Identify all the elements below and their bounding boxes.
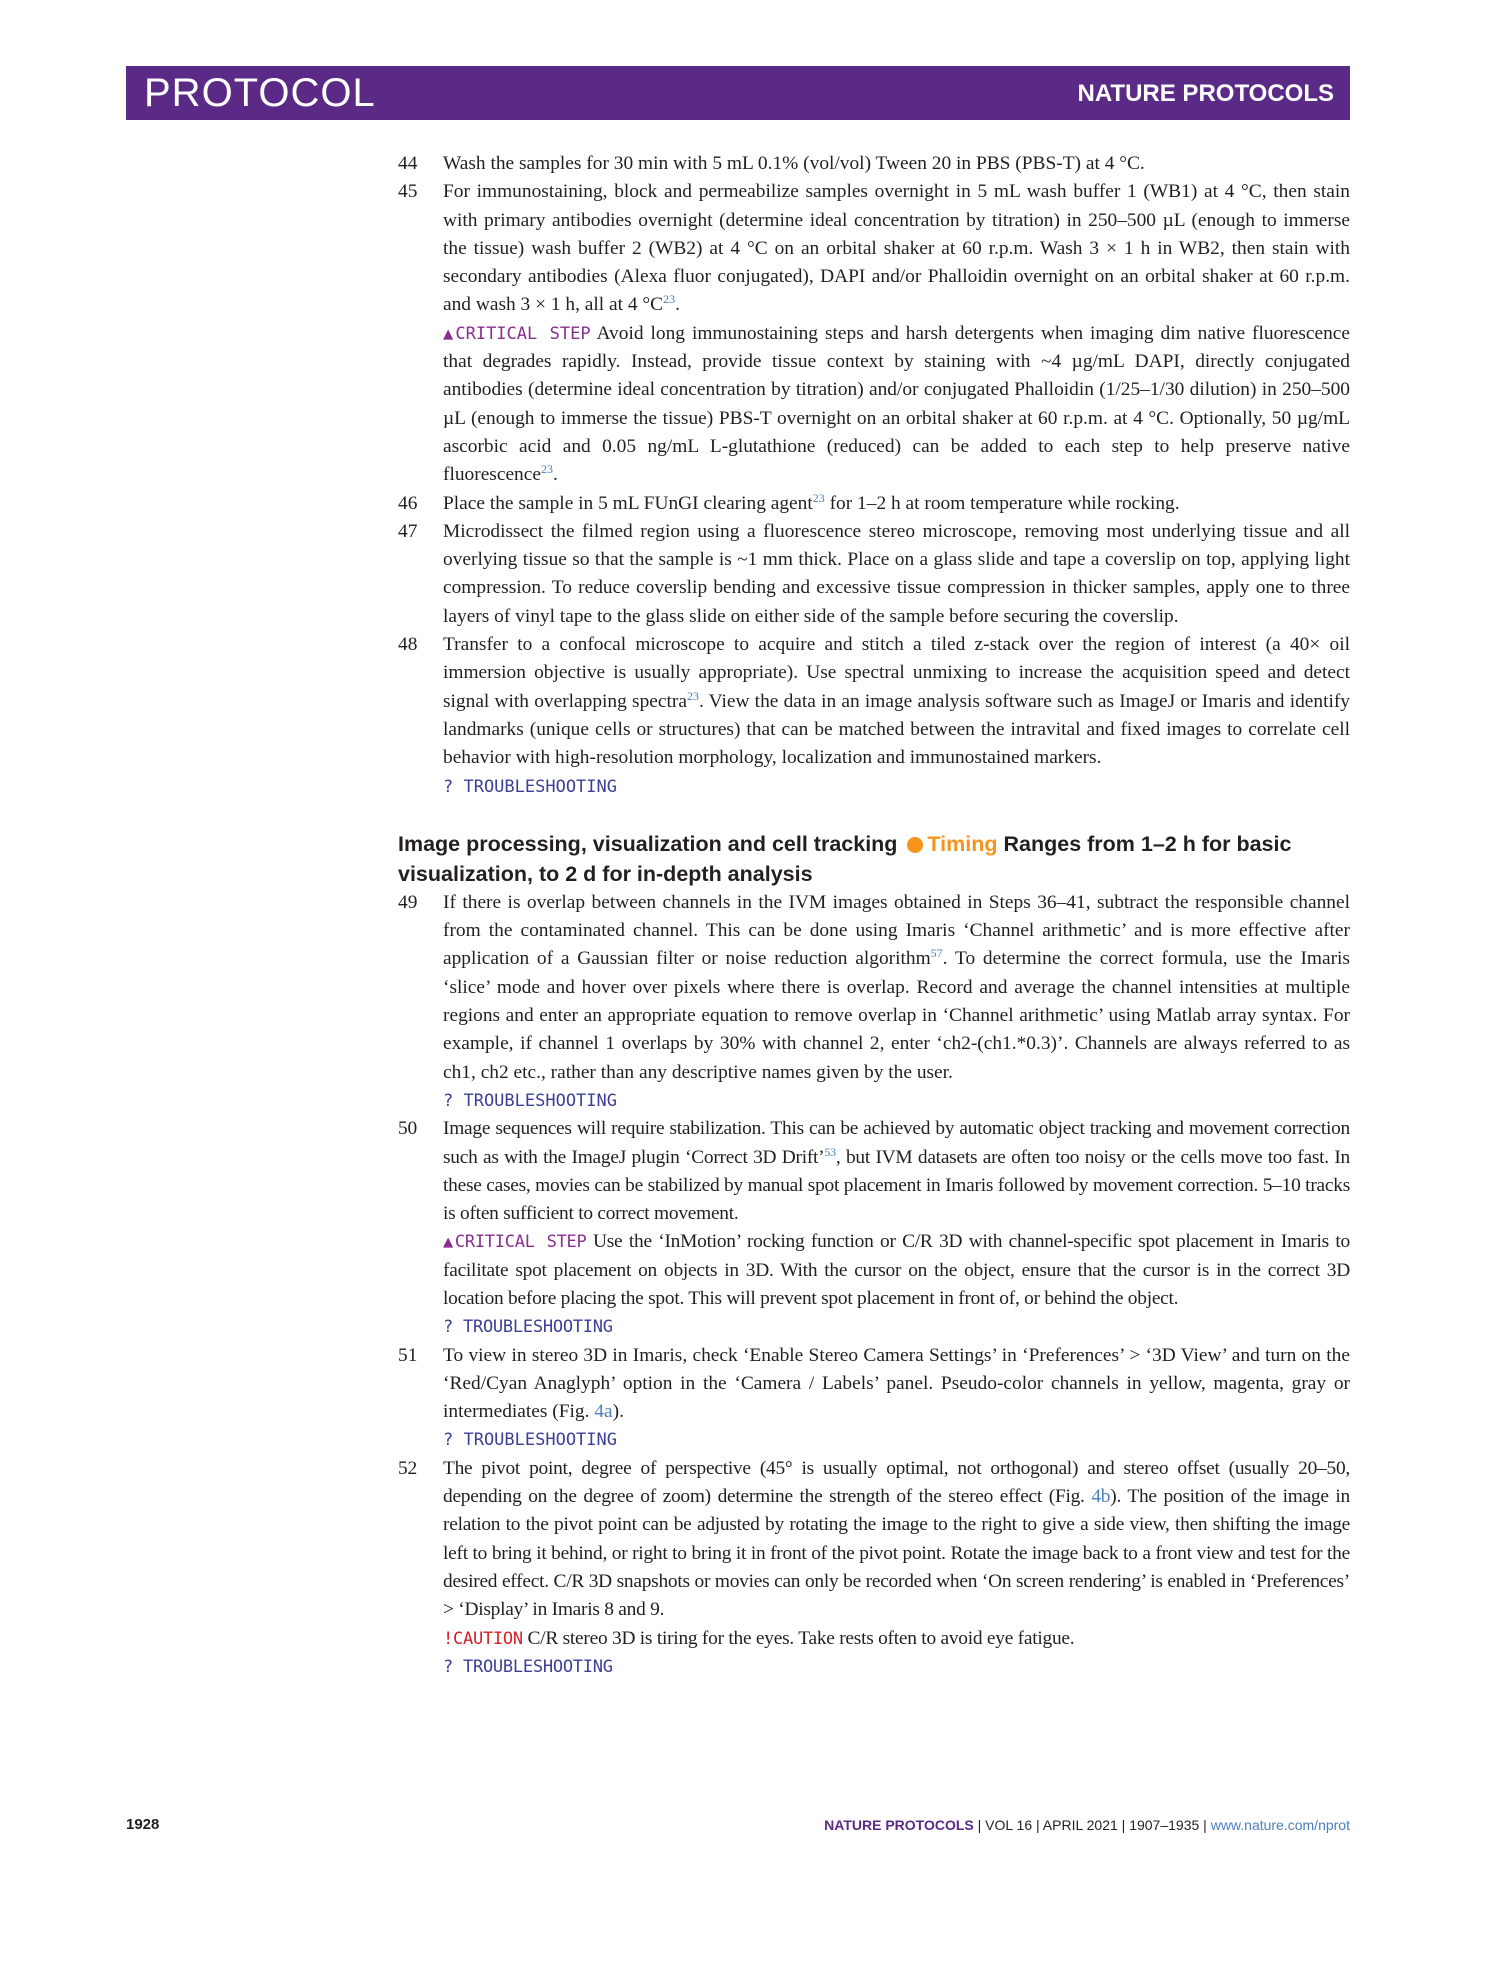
step-text: Microdissect the filmed region using a fluorescence stereo microscope, removing most underlying tissue and all overlying tissue so that the sample is ~1 mm thick. Place on a glass slide and tape a coverslip on top, applying light compression. To reduce coverslip bending and excessive tissue compression in thicker samples, apply one to three layers of vinyl tape to the glass slide on either side of the sample before securing the coverslip. [443,520,1350,627]
step-number: 49 [398,891,418,913]
procedure-step-47 [398,518,1350,631]
caution-text: C/R stereo 3D is tiring for the eyes. Take rests often to avoid eye fatigue. [527,1627,1075,1649]
footer-url-link[interactable]: www.nature.com/nprot [1210,1817,1350,1833]
procedure-step-48 [398,631,1350,801]
step-number: 47 [398,520,418,542]
step-text: If there is overlap between channels in the IVM images obtained in Steps 36–41, subtract the responsible channel from the contaminated channel. This can be done using Imaris ‘Channel arithmetic’ and is more effective after application of a Gaussian filter or noise reduction algorithm [443,891,1350,970]
step-number: 52 [398,1457,417,1479]
running-header [126,66,1350,120]
critical-step-label: ▲CRITICAL STEP [443,323,591,344]
procedure-step-45 [398,178,1350,489]
step-text: Place the sample in 5 mL FUnGI clearing agent [443,492,813,514]
step-number: 48 [398,634,418,656]
footer-pages: 1907–1935 [1129,1817,1200,1833]
caution-note [443,1625,1350,1653]
critical-step-text: Use the ‘InMotion’ rocking function or C/R 3D with channel-specific spot placement in Imaris to facilitate spot placement on objects in 3D. With the cursor on the object, ensure that the cursor is in the correct 3D location before placing the spot. This will prevent spot placement in front of, or behind the object. [443,1231,1350,1309]
step-text-end: ). The position of the image in relation to the pivot point can be adjusted by rotating the image to the right to give a side view, then shifting the image left to bring it behind, or right to bring it in front of the pivot point. Rotate the image back to a front view and test for the desired effect. C/R 3D snapshots or movies can only be recorded when ‘On screen rendering’ is enabled in ‘Preferences’ > ‘Display’ in Imaris 8 and 9. [443,1486,1350,1621]
step-number: 44 [398,153,418,174]
critical-step-text: Avoid long immunostaining steps and harsh detergents when imaging dim native fluorescence that degrades rapidly. Instead, provide tissue context by staining with ~4 µg/mL DAPI, directly conjugated antibodies (determine ideal concentration by titration) and/or conjugated Phalloidin (1/25–1/30 dilution) in 250–500 µL (enough to immerse the tissue) PBS-T overnight on an orbital shaker at 60 r.p.m. at 4 °C. Optionally, 50 µg/mL ascorbic acid and 0.05 ng/mL L-glutathione (reduced) can be added to each step to help preserve native fluorescence [443,322,1351,486]
procedure-step-44 [398,150,1350,178]
step-text-end: . View the data in an image analysis software such as ImageJ or Imaris and identify landmarks (unique cells or structures) that can be matched between the intravital and fixed images to correlate cell behavior with high-resolution morphology, localization and immunostained markers. [443,690,1351,769]
procedure-step-51 [398,1342,1350,1455]
step-text-end: for 1–2 h at room temperature while rocking. [824,492,1180,514]
footer-separator: | [1199,1817,1211,1833]
step-text: The pivot point, degree of perspective (45° is usually optimal, not orthogonal) and stereo offset (usually 20–50, depending on the degree of zoom) determine the strength of the stereo effect (Fig. [443,1457,1350,1508]
reference-citation[interactable]: 53 [824,1144,836,1159]
header-article-type: PROTOCOL [144,71,376,115]
header-journal-name: NATURE PROTOCOLS [1077,80,1334,107]
step-text: For immunostaining, block and permeabilize samples overnight in 5 mL wash buffer 1 (WB1) at 4 °C, then stain with primary antibodies overnight (determine ideal concentration by titration) in 250–500 µL (enough to immerse the tissue) wash buffer 2 (WB2) at 4 °C on an orbital shaker at 60 r.p.m. Wash 3 × 1 h in WB2, then stain with secondary antibodies (Alexa fluor conjugated), DAPI and/or Phalloidin overnight on an orbital shaker at 60 r.p.m. and wash 3 × 1 h, all at 4 °C [443,181,1350,316]
step-number: 46 [398,492,418,514]
critical-step-end: . [552,464,558,486]
procedure-step-52 [398,1455,1350,1681]
timing-label: Timing [927,831,998,856]
section-title: Image processing, visualization and cell tracking [398,831,898,856]
step-text: Wash the samples for 30 min with 5 mL 0.1% (vol/vol) Tween 20 in PBS (PBS-T) at 4 °C. [443,153,1145,174]
reference-citation[interactable]: 23 [663,292,676,307]
reference-citation[interactable]: 23 [812,490,825,505]
reference-citation[interactable]: 23 [540,462,553,477]
procedure-step-50 [398,1115,1350,1341]
step-text-end: ). [612,1401,624,1423]
timing-text: Ranges from 1–2 h for basic visualization, to 2 d for in-depth analysis [398,831,1292,886]
footer-page-number: 1928 [126,1816,160,1833]
troubleshooting-link[interactable]: ? TROUBLESHOOTING [443,776,617,797]
step-text: To view in stereo 3D in Imaris, check ‘Enable Stereo Camera Settings’ in ‘Preferences’ > ‘3D View’ and turn on the ‘Red/Cyan Anaglyph’ option in the ‘Camera / Labels’ panel. Pseudo-color channels in yellow, magenta, gray or intermediates (Fig. [443,1344,1350,1423]
footer-date: APRIL 2021 [1042,1817,1118,1833]
step-number: 50 [398,1118,417,1140]
page-body [398,150,1350,1681]
procedure-step-49 [398,889,1350,1115]
footer-citation [824,1817,1350,1833]
troubleshooting-link[interactable]: ? TROUBLESHOOTING [443,1430,617,1451]
step-text-end: . To determine the correct formula, use the Imaris ‘slice’ mode and hover over pixels where there is overlap. Record and average the channel intensities at multiple regions and enter an appropriate equation to remove overlap in ‘Channel arithmetic’ using Matlab array syntax. For example, if channel 1 overlaps by 30% with channel 2, enter ‘ch2-(ch1.*0.3)’. Channels are always referred to as ch1, ch2 etc., rather than any descriptive names given by the user. [443,948,1350,1083]
figure-link[interactable]: 4a [594,1401,613,1423]
troubleshooting-link[interactable]: ? TROUBLESHOOTING [443,1090,617,1111]
footer-separator: | [1032,1817,1043,1833]
figure-link[interactable]: 4b [1091,1486,1111,1508]
step-number: 45 [398,181,418,203]
reference-citation[interactable]: 57 [930,946,943,961]
section-heading [398,829,1350,889]
footer-separator: | [1117,1817,1130,1833]
procedure-step-46 [398,490,1350,518]
footer-journal: NATURE PROTOCOLS [824,1817,974,1833]
troubleshooting-link[interactable]: ? TROUBLESHOOTING [443,1317,613,1338]
critical-step-note [443,320,1350,490]
timing-dot-icon [907,837,923,853]
step-text-end: , but IVM datasets are often too noisy or the cells move too fast. In these cases, movies can be stabilized by manual spot placement in Imaris followed by movement correction. 5–10 tracks is often sufficient to correct movement. [443,1146,1350,1225]
footer-volume: VOL 16 [985,1817,1033,1833]
troubleshooting-link[interactable]: ? TROUBLESHOOTING [443,1656,613,1677]
footer-separator: | [973,1817,986,1833]
step-number: 51 [398,1344,418,1366]
reference-citation[interactable]: 23 [686,688,699,703]
step-text: Image sequences will require stabilization. This can be achieved by automatic object tracking and movement correction such as with the ImageJ plugin ‘Correct 3D Drift’ [443,1118,1350,1168]
step-text: Transfer to a confocal microscope to acquire and stitch a tiled z-stack over the region of interest (a 40× oil immersion objective is usually appropriate). Use spectral unmixing to increase the acquisition speed and detect signal with overlapping spectra [443,634,1350,712]
critical-step-label: ▲CRITICAL STEP [443,1232,587,1253]
critical-step-note [443,1228,1350,1313]
caution-label: !CAUTION [443,1628,523,1649]
step-text-end: . [675,294,680,316]
